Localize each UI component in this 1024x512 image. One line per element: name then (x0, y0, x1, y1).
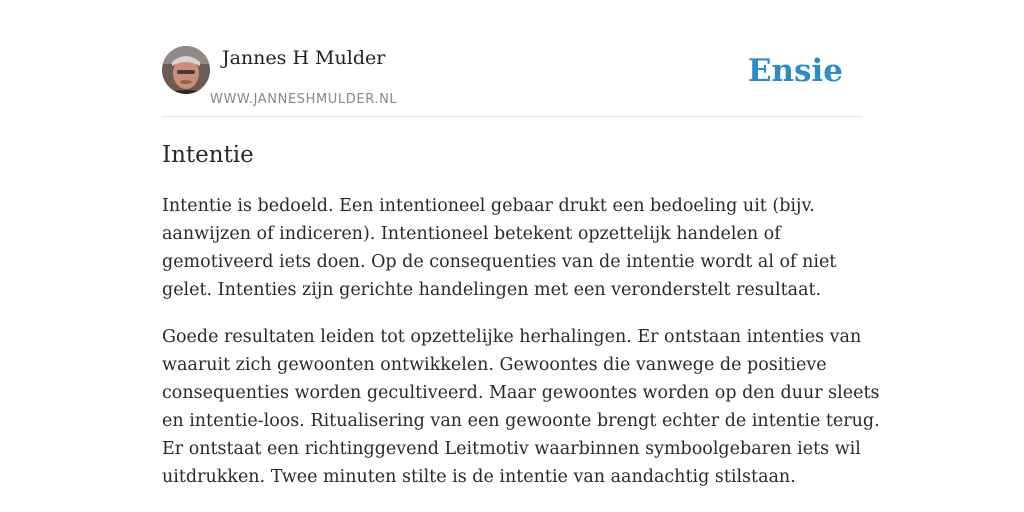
text-line: uitdrukken. Twee minuten stilte is de intentie van aandachtig stilstaan. (162, 467, 796, 487)
text-line: aanwijzen of indiceren). Intentioneel betekent opzettelijk handelen of (162, 224, 781, 244)
avatar[interactable] (162, 46, 210, 94)
author-header (162, 46, 862, 117)
brand-logo[interactable]: Ensie (747, 53, 843, 89)
text-line: Er ontstaat een richtinggevend Leitmotiv waarbinnen symboolgebaren iets wil (162, 439, 861, 459)
paragraph-2 (162, 323, 880, 491)
paragraph-1 (162, 192, 862, 304)
article-body (162, 192, 880, 491)
text-line: waaruit zich gewoonten ontwikkelen. Gewoontes die vanwege de positieve (162, 355, 827, 375)
text-line: en intentie-loos. Ritualisering van een gewoonte brengt echter de intentie terug. (162, 411, 880, 431)
author-portrait-icon (162, 46, 210, 94)
author-website-link[interactable]: WWW.JANNESHMULDER.NL (210, 92, 398, 107)
text-line: gelet. Intenties zijn gerichte handelingen met een veronderstelt resultaat. (162, 280, 822, 300)
text-line: Intentie is bedoeld. Een intentioneel gebaar drukt een bedoeling uit (bijv. (162, 196, 815, 216)
author-name[interactable]: Jannes H Mulder (222, 47, 386, 69)
text-line: consequenties worden gecultiveerd. Maar gewoontes worden op den duur sleets (162, 383, 880, 403)
text-line: Goede resultaten leiden tot opzettelijke herhalingen. Er ontstaan intenties van (162, 327, 862, 347)
page-title: Intentie (162, 142, 254, 168)
text-line: gemotiveerd iets doen. Op de consequenties van de intentie wordt al of niet (162, 252, 837, 272)
